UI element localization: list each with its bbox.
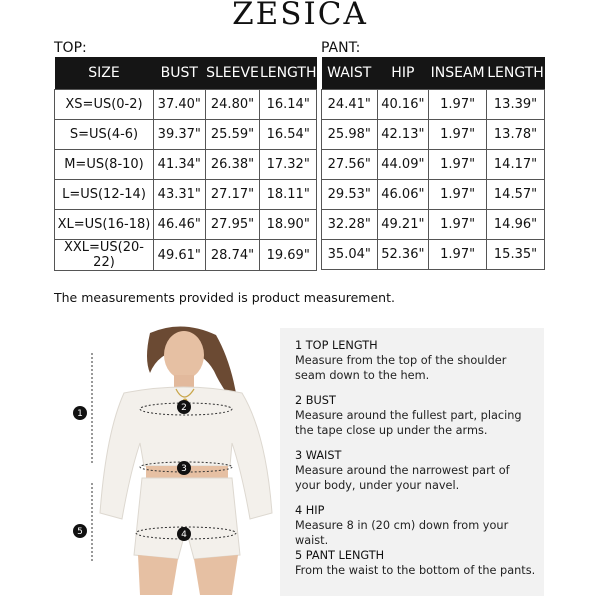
table-cell: 13.39" [487, 90, 545, 120]
table-row [322, 90, 545, 120]
table-cell: 43.31" [153, 180, 205, 210]
marker-1 [73, 406, 87, 420]
leg-shape [194, 555, 238, 595]
table-row [55, 180, 317, 210]
table-row [55, 240, 317, 271]
table-cell: 13.78" [487, 120, 545, 150]
table-cell: 1.97" [429, 90, 487, 120]
instruction-line: Measure around the fullest part, placing [295, 409, 522, 422]
svg-text:5: 5 [77, 527, 83, 537]
table-cell: 15.35" [487, 240, 545, 270]
table-cell: S=US(4-6) [55, 120, 154, 150]
table-row [322, 210, 545, 240]
table-cell: 19.69" [260, 240, 317, 271]
table-cell: 41.34" [153, 150, 205, 180]
table-cell: 1.97" [429, 210, 487, 240]
table-cell: L=US(12-14) [55, 180, 154, 210]
instruction-title: 3 WAIST [295, 449, 342, 462]
table-cell: 18.11" [260, 180, 317, 210]
column-header: WAIST [322, 57, 378, 90]
column-header: LENGTH [487, 57, 545, 90]
marker-3 [177, 461, 191, 475]
column-header: HIP [377, 57, 429, 90]
table-cell: 1.97" [429, 120, 487, 150]
table-row [55, 150, 317, 180]
svg-text:1: 1 [77, 409, 83, 419]
instruction-title: 5 PANT LENGTH [295, 549, 385, 562]
table-cell: 16.14" [260, 90, 317, 120]
column-header: SIZE [55, 57, 154, 90]
instruction-bust [295, 393, 522, 438]
column-header: SLEEVE [205, 57, 260, 90]
table-cell: 46.06" [377, 180, 429, 210]
instruction-title: 1 TOP LENGTH [295, 339, 378, 352]
table-header-row [55, 57, 317, 90]
table-cell: 16.54" [260, 120, 317, 150]
table-cell: 27.95" [205, 210, 260, 240]
table-cell: 27.56" [322, 150, 378, 180]
table-cell: 24.41" [322, 90, 378, 120]
table-cell: 1.97" [429, 180, 487, 210]
table-cell: 46.46" [153, 210, 205, 240]
instruction-line: From the waist to the bottom of the pants. [295, 564, 536, 577]
svg-text:2: 2 [181, 403, 187, 413]
table-row [55, 210, 317, 240]
instruction-line: seam down to the hem. [295, 369, 430, 382]
top-size-table [54, 57, 317, 271]
pant-size-table [321, 57, 545, 270]
instruction-line: the tape close up under the arms. [295, 424, 488, 437]
table-cell: 49.21" [377, 210, 429, 240]
table-cell: 49.61" [153, 240, 205, 271]
svg-text:3: 3 [181, 464, 187, 474]
table-cell: 40.16" [377, 90, 429, 120]
column-header: BUST [153, 57, 205, 90]
instruction-top-length [295, 338, 506, 383]
instruction-title: 2 BUST [295, 394, 336, 407]
table-cell: 32.28" [322, 210, 378, 240]
instruction-line: your body, under your navel. [295, 479, 460, 492]
table-cell: 25.59" [205, 120, 260, 150]
instruction-hip [295, 503, 544, 548]
table-cell: 26.38" [205, 150, 260, 180]
table-cell: 29.53" [322, 180, 378, 210]
leg-shape [138, 555, 178, 595]
table-cell: 37.40" [153, 90, 205, 120]
shorts-shape [134, 478, 240, 559]
table-cell: 1.97" [429, 240, 487, 270]
table-cell: 52.36" [377, 240, 429, 270]
instruction-pant-length [295, 548, 535, 578]
table-row [55, 120, 317, 150]
column-header: LENGTH [260, 57, 317, 90]
marker-5 [73, 524, 87, 538]
table-row [322, 240, 545, 270]
table-cell: 44.09" [377, 150, 429, 180]
table-row [322, 150, 545, 180]
table-cell: 25.98" [322, 120, 378, 150]
table-row [322, 180, 545, 210]
table-cell: M=US(8-10) [55, 150, 154, 180]
table-cell: 24.80" [205, 90, 260, 120]
measurement-note: The measurements provided is product measurement. [54, 290, 395, 305]
marker-2 [177, 400, 191, 414]
pant-label: PANT: [321, 40, 361, 56]
table-cell: 14.57" [487, 180, 545, 210]
table-cell: XS=US(0-2) [55, 90, 154, 120]
instruction-line: Measure from the top of the shoulder [295, 354, 507, 367]
table-cell: 42.13" [377, 120, 429, 150]
table-row [322, 120, 545, 150]
table-cell: 17.32" [260, 150, 317, 180]
top-label: TOP: [54, 40, 87, 56]
table-cell: 39.37" [153, 120, 205, 150]
instructions-panel [280, 328, 544, 596]
instruction-title: 4 HIP [295, 504, 325, 517]
model-illustration [54, 323, 280, 595]
table-cell: 14.96" [487, 210, 545, 240]
instruction-line: Measure around the narrowest part of [295, 464, 510, 477]
model-figure [54, 323, 280, 595]
table-header-row [322, 57, 545, 90]
instruction-line: Measure 8 in (20 cm) down from your waist. [295, 519, 509, 547]
face-shape [164, 331, 204, 379]
table-cell: 14.17" [487, 150, 545, 180]
column-header: INSEAM [429, 57, 487, 90]
table-cell: XXL=US(20-22) [55, 240, 154, 271]
table-row [55, 90, 317, 120]
table-cell: 27.17" [205, 180, 260, 210]
table-cell: XL=US(16-18) [55, 210, 154, 240]
table-cell: 1.97" [429, 150, 487, 180]
table-cell: 28.74" [205, 240, 260, 271]
table-cell: 18.90" [260, 210, 317, 240]
instruction-waist [295, 448, 510, 493]
brand-logo: ZESICA [232, 0, 368, 32]
svg-text:4: 4 [181, 530, 187, 540]
table-cell: 35.04" [322, 240, 378, 270]
marker-4 [177, 527, 191, 541]
